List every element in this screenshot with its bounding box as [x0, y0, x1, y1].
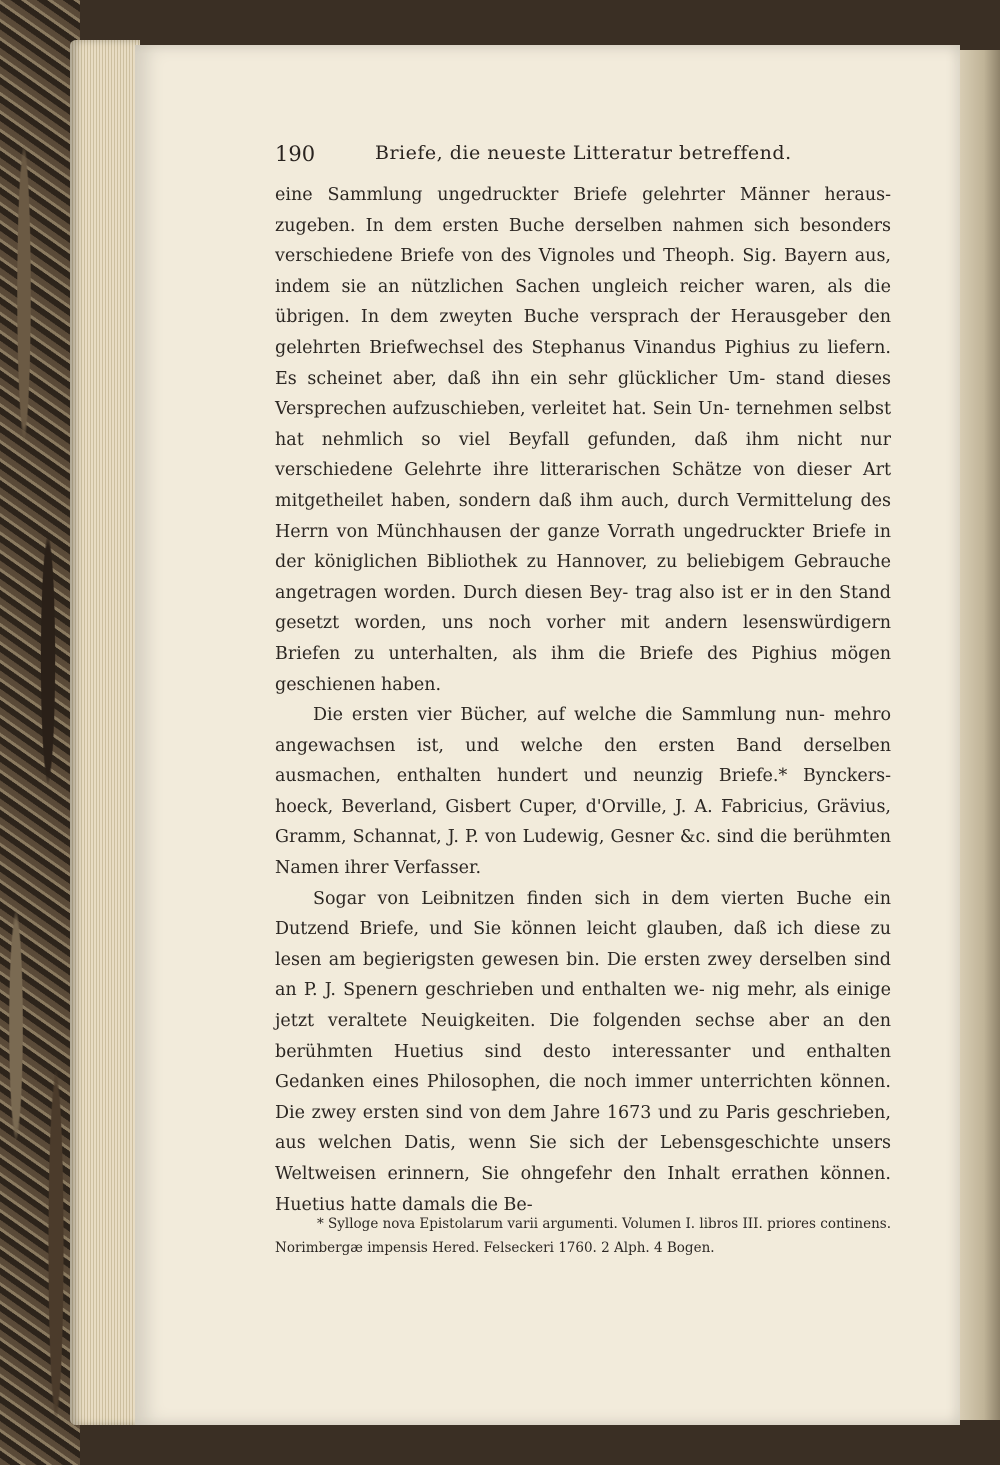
footnote-text: * Sylloge nova Epistolarum varii argumenti. Volumen I. libros III. priores continens. Norimbergæ impensis Hered. Felseckeri 1760. 2 Alph. 4 Bogen. [275, 1216, 891, 1256]
paragraph-3: Sogar von Leibnitzen finden sich in dem vierten Buche ein Dutzend Briefe, und Sie können leicht glauben, daß ich diese zu lesen am begierigsten gewesen bin. Die ersten zwey derselben sind an P. J. Spenern geschrieben und enthalten we- nig mehr, als einige jetzt veraltete Neuigkeiten. Die folgenden sechse aber an den berühmten Huetius sind desto interessanter und enthalten Gedanken eines Philosophen, die noch immer unterrichten können. Die zwey ersten sind von dem Jahre 1673 und zu Paris geschrieben, aus welchen Datis, wenn Sie sich der Lebensgeschichte unsers Weltweisen erinnern, Sie ohngefehr den Inhalt errathen können. Huetius hatte damals die Be- [275, 888, 891, 1215]
running-title: Briefe, die neueste Litteratur betreffend. [375, 142, 792, 164]
page-edges [70, 40, 140, 1425]
facing-page-edge [960, 50, 1000, 1420]
footnote [275, 1212, 891, 1260]
book-cover-marbled [0, 0, 80, 1465]
page-header [275, 142, 895, 172]
body-text [275, 180, 891, 1220]
page-number: 190 [275, 142, 316, 166]
paragraph-1: eine Sammlung ungedruckter Briefe gelehrter Männer heraus- zugeben. In dem ersten Buche derselben nahmen sich besonders verschiedene Briefe von des Vignoles und Theoph. Sig. Bayern aus, indem sie an nützlichen Sachen ungleich reicher waren, als die übrigen. In dem zweyten Buche versprach der Herausgeber den gelehrten Briefwechsel des Stephanus Vinandus Pighius zu liefern. Es scheinet aber, daß ihn ein sehr glücklicher Um- stand dieses Versprechen aufzuschieben, verleitet hat. Sein Un- ternehmen selbst hat nehmlich so viel Beyfall gefunden, daß ihm nicht nur verschiedene Gelehrte ihre litterarischen Schätze von dieser Art mitgetheilet haben, sondern daß ihm auch, durch Vermittelung des Herrn von Münchhausen der ganze Vorrath ungedruckter Briefe in der königlichen Bibliothek zu Hannover, zu beliebigem Gebrauche angetragen worden. Durch diesen Bey- trag also ist er in den Stand gesetzt worden, uns noch vorher mit andern lesenswürdigern Briefen zu unterhalten, als ihm die Briefe des Pighius mögen geschienen haben. [275, 185, 891, 695]
paragraph-2: Die ersten vier Bücher, auf welche die Sammlung nun- mehro angewachsen ist, und welche den ersten Band derselben ausmachen, enthalten hundert und neunzig Briefe.* Bynckers- hoeck, Beverland, Gisbert Cuper, d'Orville, J. A. Fabricius, Grävius, Gramm, Schannat, J. P. von Ludewig, Gesner &c. sind die berühmten Namen ihrer Verfasser. [275, 705, 891, 879]
